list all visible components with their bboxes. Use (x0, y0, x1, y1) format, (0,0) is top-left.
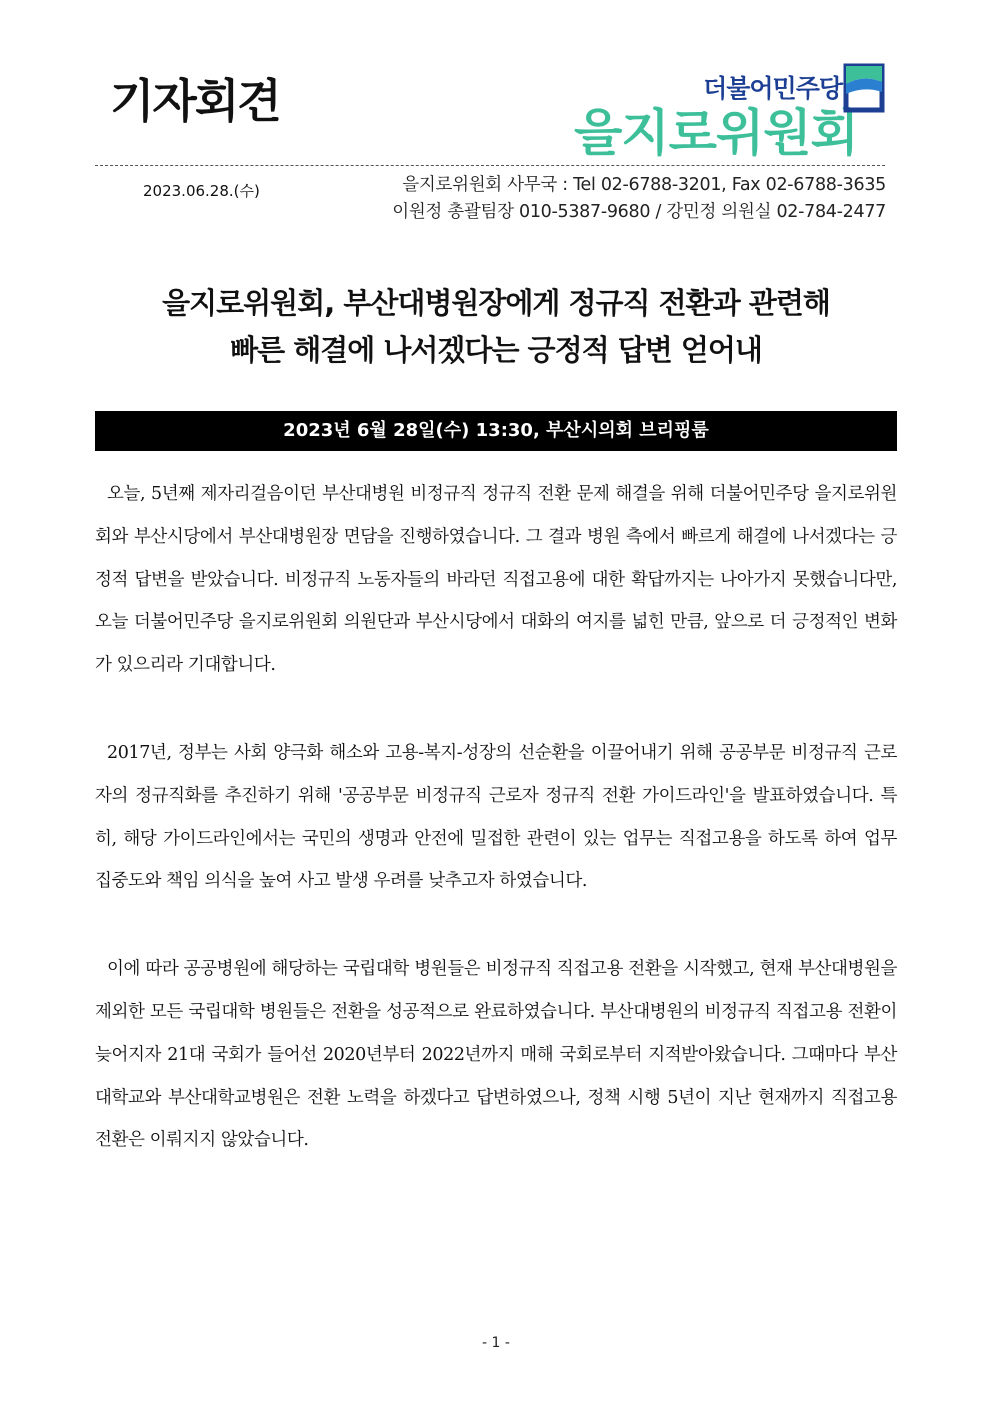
party-logo (560, 62, 890, 170)
page-number: - 1 - (482, 1335, 510, 1351)
headline-line-1: 을지로위원회, 부산대병원장에게 정규직 전환과 관련해 (162, 286, 830, 320)
body-text (95, 473, 897, 1207)
party-flag-logo-icon (842, 62, 886, 114)
contact-info (392, 172, 886, 226)
paragraph: 오늘, 5년째 제자리걸음이던 부산대병원 비정규직 정규직 전환 문제 해결을 위해 더불어민주당 을지로위원회와 부산시당에서 부산대병원장 면담을 진행하였습니다. 그 결과 병원 측에서 빠르게 해결에 나서겠다는 긍정적 답변을 받았습니다. 비정규직 노동자들의 바라던 직접고용에 대한 확답까지는 나아가지 못했습니다만, 오늘 더불어민주당 을지로위원회 의원단과 부산시당에서 대화의 여지를 넓힌 만큼, 앞으로 더 긍정적인 변화가 있으리라 기대합니다. (95, 484, 897, 676)
document-type-title: 기자회견 (110, 74, 280, 128)
contact-line-office: 을지로위원회 사무국 : Tel 02-6788-3201, Fax 02-6788-3635 (402, 175, 886, 195)
event-banner: 2023년 6월 28일(수) 13:30, 부산시의회 브리핑룸 (95, 411, 897, 451)
header-divider (95, 165, 885, 166)
paragraph: 이에 따라 공공병원에 해당하는 국립대학 병원들은 비정규직 직접고용 전환을 시작했고, 현재 부산대병원을 제외한 모든 국립대학 병원들은 전환을 성공적으로 완료하였습니다. 부산대병원의 비정규직 직접고용 전환이 늦어지자 21대 국회가 들어선 2020년부터 2022년까지 매해 국회로부터 지적받아왔습니다. 그때마다 부산대학교와 부산대학교병원은 전환 노력을 하겠다고 답변하였으나, 정책 시행 5년이 지난 현재까지 직접고용 전환은 이뤄지지 않았습니다. (95, 959, 897, 1151)
contact-line-persons: 이원정 총괄팀장 010-5387-9680 / 강민정 의원실 02-784-2477 (392, 202, 886, 222)
logo-committee-name: 을지로위원회 (574, 104, 858, 162)
headline (95, 280, 897, 374)
logo-party-name: 더불어민주당 (703, 74, 842, 103)
paragraph: 2017년, 정부는 사회 양극화 해소와 고용-복지-성장의 선순환을 이끌어내기 위해 공공부문 비정규직 근로자의 정규직화를 추진하기 위해 '공공부문 비정규직 근로자 정규직 전환 가이드라인'을 발표하였습니다. 특히, 해당 가이드라인에서는 국민의 생명과 안전에 밀접한 관련이 있는 업무는 직접고용을 하도록 하여 업무 집중도와 책임 의식을 높여 사고 발생 우려를 낮추고자 하였습니다. (95, 742, 897, 892)
headline-line-2: 빠른 해결에 나서겠다는 긍정적 답변 얻어내 (230, 333, 762, 367)
press-date: 2023.06.28.(수) (143, 182, 260, 200)
